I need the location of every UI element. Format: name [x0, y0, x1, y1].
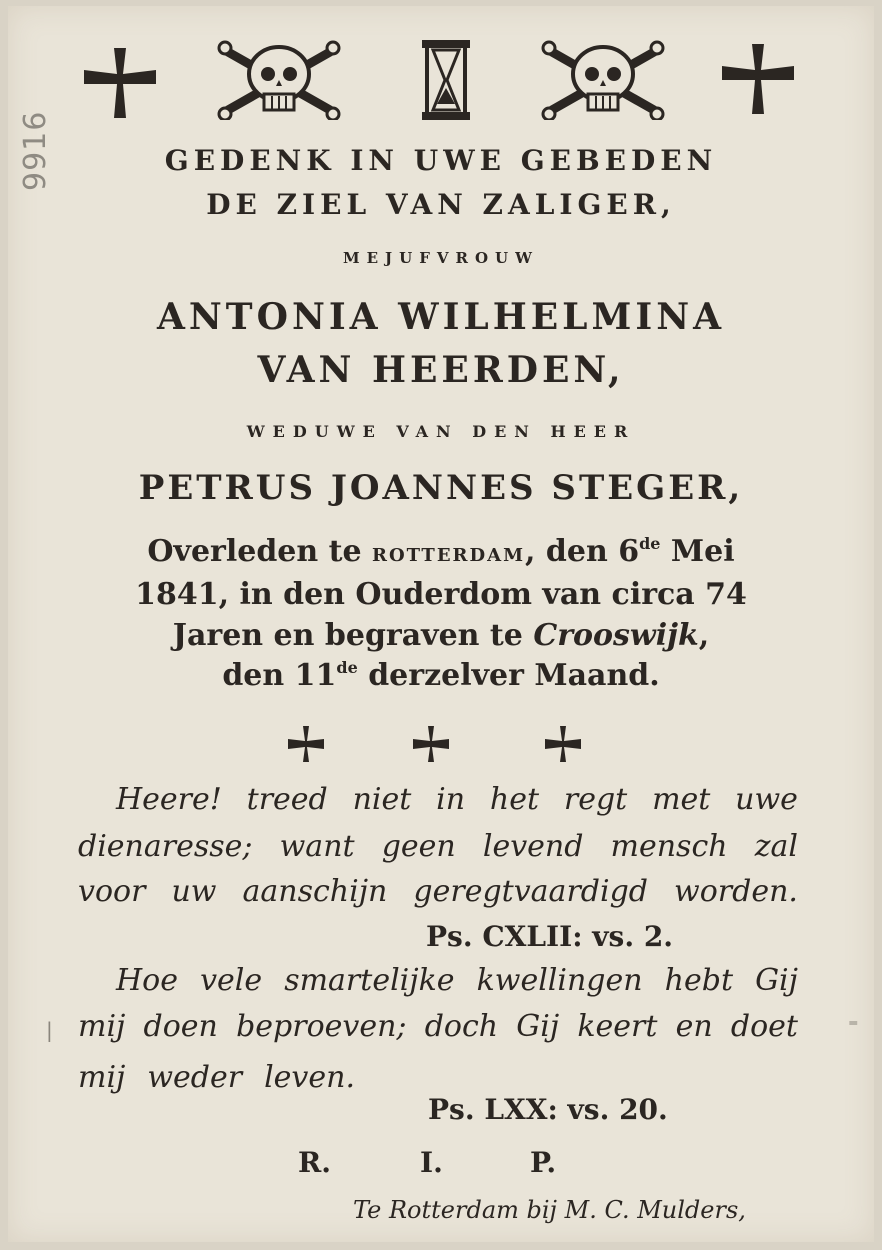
husband-name: PETRUS JOANNES STEGER,: [138, 468, 744, 508]
rip-letter-p: P.: [530, 1146, 557, 1179]
margin-mark: ⁼: [848, 1014, 859, 1038]
cross-row: [8, 724, 874, 764]
verse1-line-2: dienaresse; want geen levend mensch zal: [78, 829, 798, 864]
death-line-1: Overleden te ROTTERDAM, den 6de Mei: [147, 534, 735, 569]
skull-crossbones-icon: [216, 40, 342, 120]
name-line-2: VAN HEERDEN,: [257, 349, 625, 391]
death-line-3: Jaren en begraven te Crooswijk,: [172, 618, 710, 653]
hourglass-icon: [420, 38, 472, 122]
verse1-line-3: voor uw aanschijn geregtvaardigd worden.: [78, 874, 798, 909]
cross-pattee-icon: [80, 44, 160, 122]
death-line-4: den 11de derzelver Maand.: [222, 658, 660, 693]
death-city: ROTTERDAM: [372, 545, 525, 566]
small-cross-icon: [543, 724, 583, 764]
death-line-2: 1841, in den Ouderdom van circa 74: [135, 577, 747, 612]
skull-crossbones-icon: [540, 40, 666, 120]
small-cross-icon: [286, 724, 326, 764]
verse2-line-2: mij doen beproeven; doch Gij keert en doet: [78, 1009, 798, 1044]
verse2-reference: Ps. LXX: vs. 20.: [428, 1093, 668, 1126]
title-word: MEJUFVROUW: [343, 249, 539, 267]
verse1-reference: Ps. CXLII: vs. 2.: [426, 920, 674, 953]
memorial-card: [8, 6, 874, 1242]
printer-imprint: Te Rotterdam bij M. C. Mulders,: [353, 1196, 746, 1224]
burial-place: Crooswijk: [533, 618, 699, 653]
widow-of-line: WEDUWE VAN DEN HEER: [246, 422, 636, 441]
heading-line-2: DE ZIEL VAN ZALIGER,: [206, 188, 676, 221]
rip-letter-r: R.: [298, 1146, 332, 1179]
rip-letter-i: I.: [420, 1146, 443, 1179]
pencil-inventory-note: 9916: [18, 110, 53, 191]
small-cross-icon: [411, 724, 451, 764]
name-line-1: ANTONIA WILHELMINA: [156, 296, 726, 338]
heading-line-1: GEDENK IN UWE GEBEDEN: [164, 144, 718, 177]
verse2-line-1: Hoe vele smartelijke kwellingen hebt Gij: [116, 963, 798, 998]
margin-mark: |: [46, 1018, 53, 1042]
verse2-line-3: mij weder leven.: [78, 1060, 355, 1095]
ornament-row: [8, 36, 874, 126]
cross-pattee-icon: [718, 40, 798, 118]
verse1-line-1: Heere! treed niet in het regt met uwe: [116, 782, 798, 817]
